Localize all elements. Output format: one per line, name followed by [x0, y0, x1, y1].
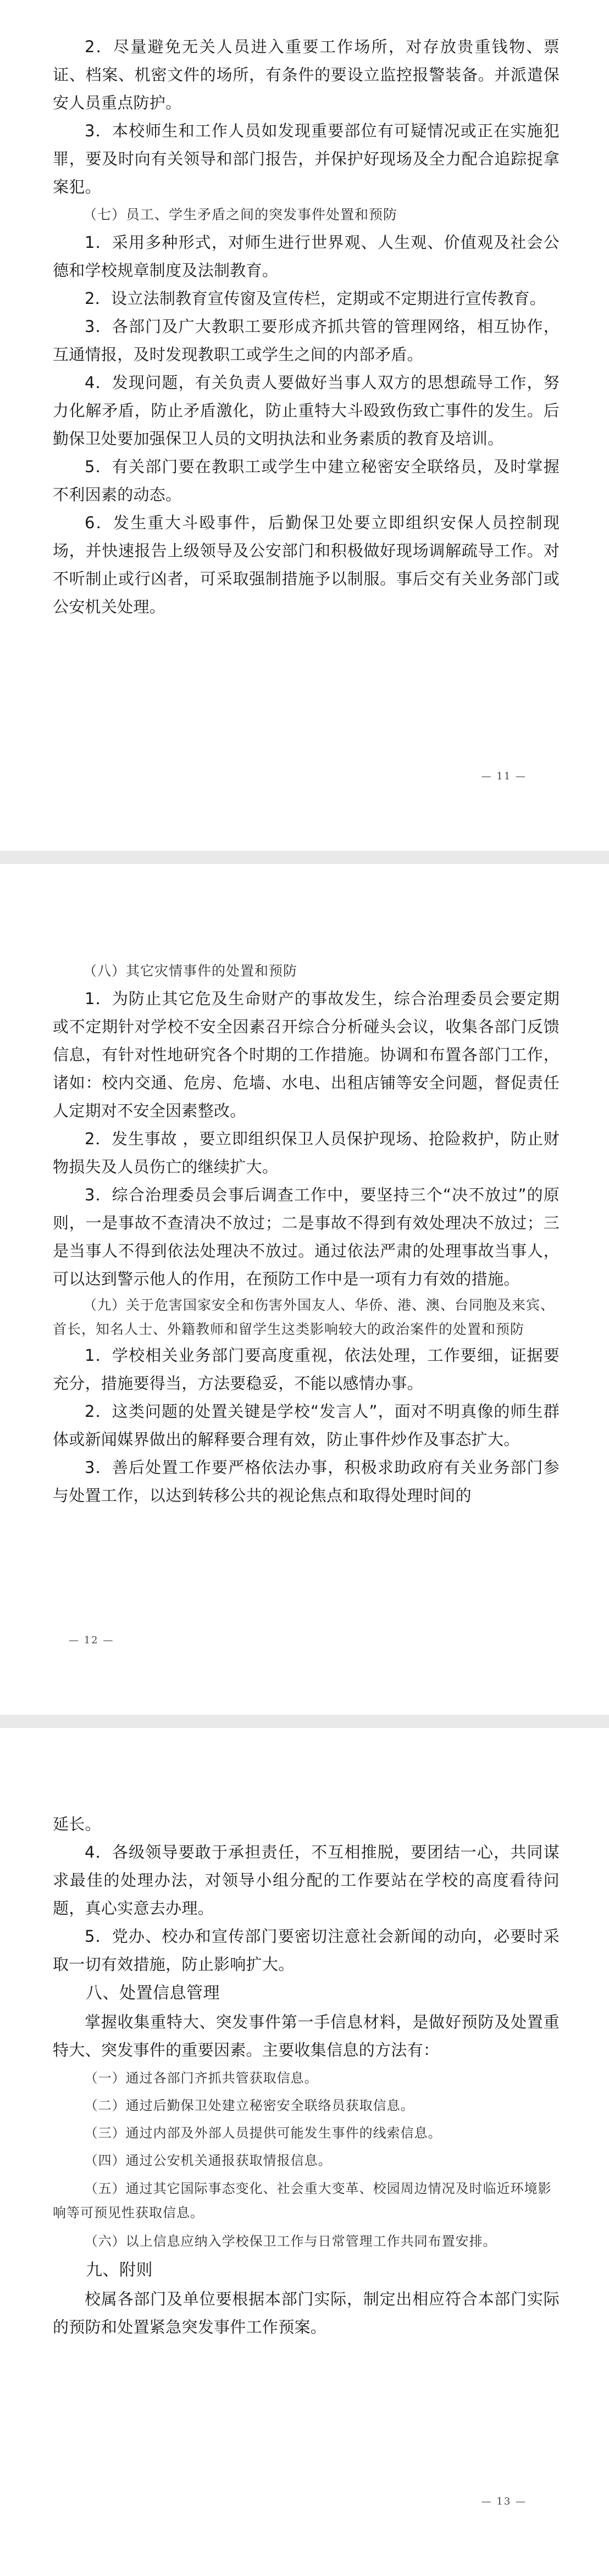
- subsection-heading: （七）员工、学生矛盾之间的突发事件处置和预防: [83, 207, 398, 223]
- page-content: [53, 957, 560, 1510]
- paragraph: 2．尽量避免无关人员进入重要工作场所，对存放贵重钱物、票证、档案、机密文件的场所，有条件的要设立监控报警装备。并派遣保安人员重点防护。: [53, 37, 560, 112]
- page-number: — 13 —: [481, 2496, 527, 2507]
- paragraph: 1．为防止其它危及生命财产的事故发生，综合治理委员会要定期或不定期针对学校不安全因素召开综合分析碰头会议，收集各部门反馈信息，有针对性地研究各个时期的工作措施。协调和布置各部门工作，诸如：校内交通、危房、危墙、水电、出租店铺等安全问题，督促责任人定期对不安全因素整改。: [53, 989, 560, 1120]
- section-heading: 九、附则: [86, 2261, 153, 2280]
- subsection-heading: （九）关于危害国家安全和伤害外国友人、华侨、港、澳、台同胞及来宾、首长，知名人士、外籍教师和留学生这类影响较大的政治案件的处置和预防: [53, 1297, 555, 1337]
- paragraph: 4．各级领导要敢于承担责任，不互相推脱，要团结一心，共同谋求最佳的处理办法，对领导小组分配的工作要站在学校的高度看待问题，真心实意去办理。: [53, 1843, 560, 1918]
- paragraph: 6．发生重大斗殴事件，后勤保卫处要立即组织安保人员控制现场，并快速报告上级领导及公安部门和积极做好现场调解疏导工作。对不听制止或行凶者，可采取强制措施予以制服。事后交有关业务部门或公安机关处理。: [53, 513, 560, 616]
- page-number: — 11 —: [481, 771, 527, 782]
- paragraph: 2．这类问题的处置关键是学校“发言人”，面对不明真像的师生群体或新闻媒界做出的解释要合理有效，防止事件炒作及事态扩大。: [53, 1402, 560, 1449]
- paragraph: 4．发现问题，有关负责人要做好当事人双方的思想疏导工作，努力化解矛盾，防止矛盾激化，防止重特大斗殴致伤致亡事件的发生。后勤保卫处要加强保卫人员的文明执法和业务素质的教育及培训。: [53, 373, 560, 448]
- paragraph: 延长。: [53, 1815, 101, 1833]
- paragraph: 3．本校师生和工作人员如发现重要部位有可疑情况或正在实施犯罪，要及时向有关领导和部门报告，并保护好现场及全力配合追踪捉拿案犯。: [53, 121, 560, 196]
- section-heading: 八、处置信息管理: [86, 1984, 220, 2003]
- paragraph: 3．善后处置工作要严格依法办事，积极求助政府有关业务部门参与处置工作，以达到转移公共的视论焦点和取得处理时间的: [53, 1458, 560, 1505]
- page-number: — 12 —: [69, 1635, 114, 1646]
- list-item: （三）通过内部及外部人员提供可能发生事件的线索信息。: [84, 2125, 442, 2141]
- paragraph: 1．学校相关业务部门要高度重视，依法处理，工作要细，证据要充分，措施要得当，方法要稳妥，不能以感情办事。: [53, 1346, 560, 1393]
- paragraph: 校属各部门及单位要根据本部门实际，制定出相应符合本部门实际的预防和处置紧急突发事件工作预案。: [53, 2290, 560, 2336]
- list-item: （六）以上信息应纳入学校保卫工作与日常管理工作共同布置安排。: [84, 2234, 497, 2249]
- list-item: （四）通过公安机关通报获取情报信息。: [84, 2153, 332, 2168]
- document-page-12: [0, 864, 609, 1715]
- list-item: （五）通过其它国际事态变化、社会重大变革、校园周边情况及时临近环境影响等可预见性获取信息。: [53, 2181, 552, 2220]
- paragraph: 2．设立法制教育宣传窗及宣传栏，定期或不定期进行宣传教育。: [85, 289, 546, 308]
- page-content: [53, 33, 560, 621]
- paragraph: 1．采用多种形式，对师生进行世界观、人生观、价值观及社会公德和学校规章制度及法制教育。: [53, 233, 560, 280]
- subsection-heading: （八）其它灾情事件的处置和预防: [83, 963, 298, 979]
- paragraph: 5．党办、校办和宣传部门要密切注意社会新闻的动向，必要时采取一切有效措施，防止影响扩大。: [53, 1927, 560, 1974]
- list-item: （二）通过后勤保卫处建立秘密安全联络员获取信息。: [84, 2098, 414, 2113]
- list-item: （一）通过各部门齐抓共管获取信息。: [84, 2070, 318, 2086]
- paragraph: 3．各部门及广大教职工要形成齐抓共管的管理网络，相互协作，互通情报，及时发现教职工或学生之间的内部矛盾。: [53, 317, 560, 364]
- document-page-13: [0, 1728, 609, 2576]
- paragraph: 5．有关部门要在教职工或学生中建立秘密安全联络员，及时掌握不利因素的动态。: [53, 457, 560, 504]
- paragraph: 2．发生事故 ，要立即组织保卫人员保护现场、抢险救护，防止财物损失及人员伤亡的继续扩大。: [53, 1129, 560, 1176]
- paragraph: 3．综合治理委员会事后调查工作中，要坚持三个“决不放过”的原则，一是事故不查清决不放过；二是事故不得到有效处理决不放过；三是当事人不得到依法处理决不放过。通过依法严肃的处理事故当事人，可以达到警示他人的作用，在预防工作中是一项有力有效的措施。: [53, 1185, 560, 1288]
- document-page-11: [0, 0, 609, 851]
- page-content: [53, 1810, 560, 2341]
- paragraph: 掌握收集重特大、突发事件第一手信息材料，是做好预防及处置重特大、突发事件的重要因素。主要收集信息的方法有：: [53, 2013, 560, 2059]
